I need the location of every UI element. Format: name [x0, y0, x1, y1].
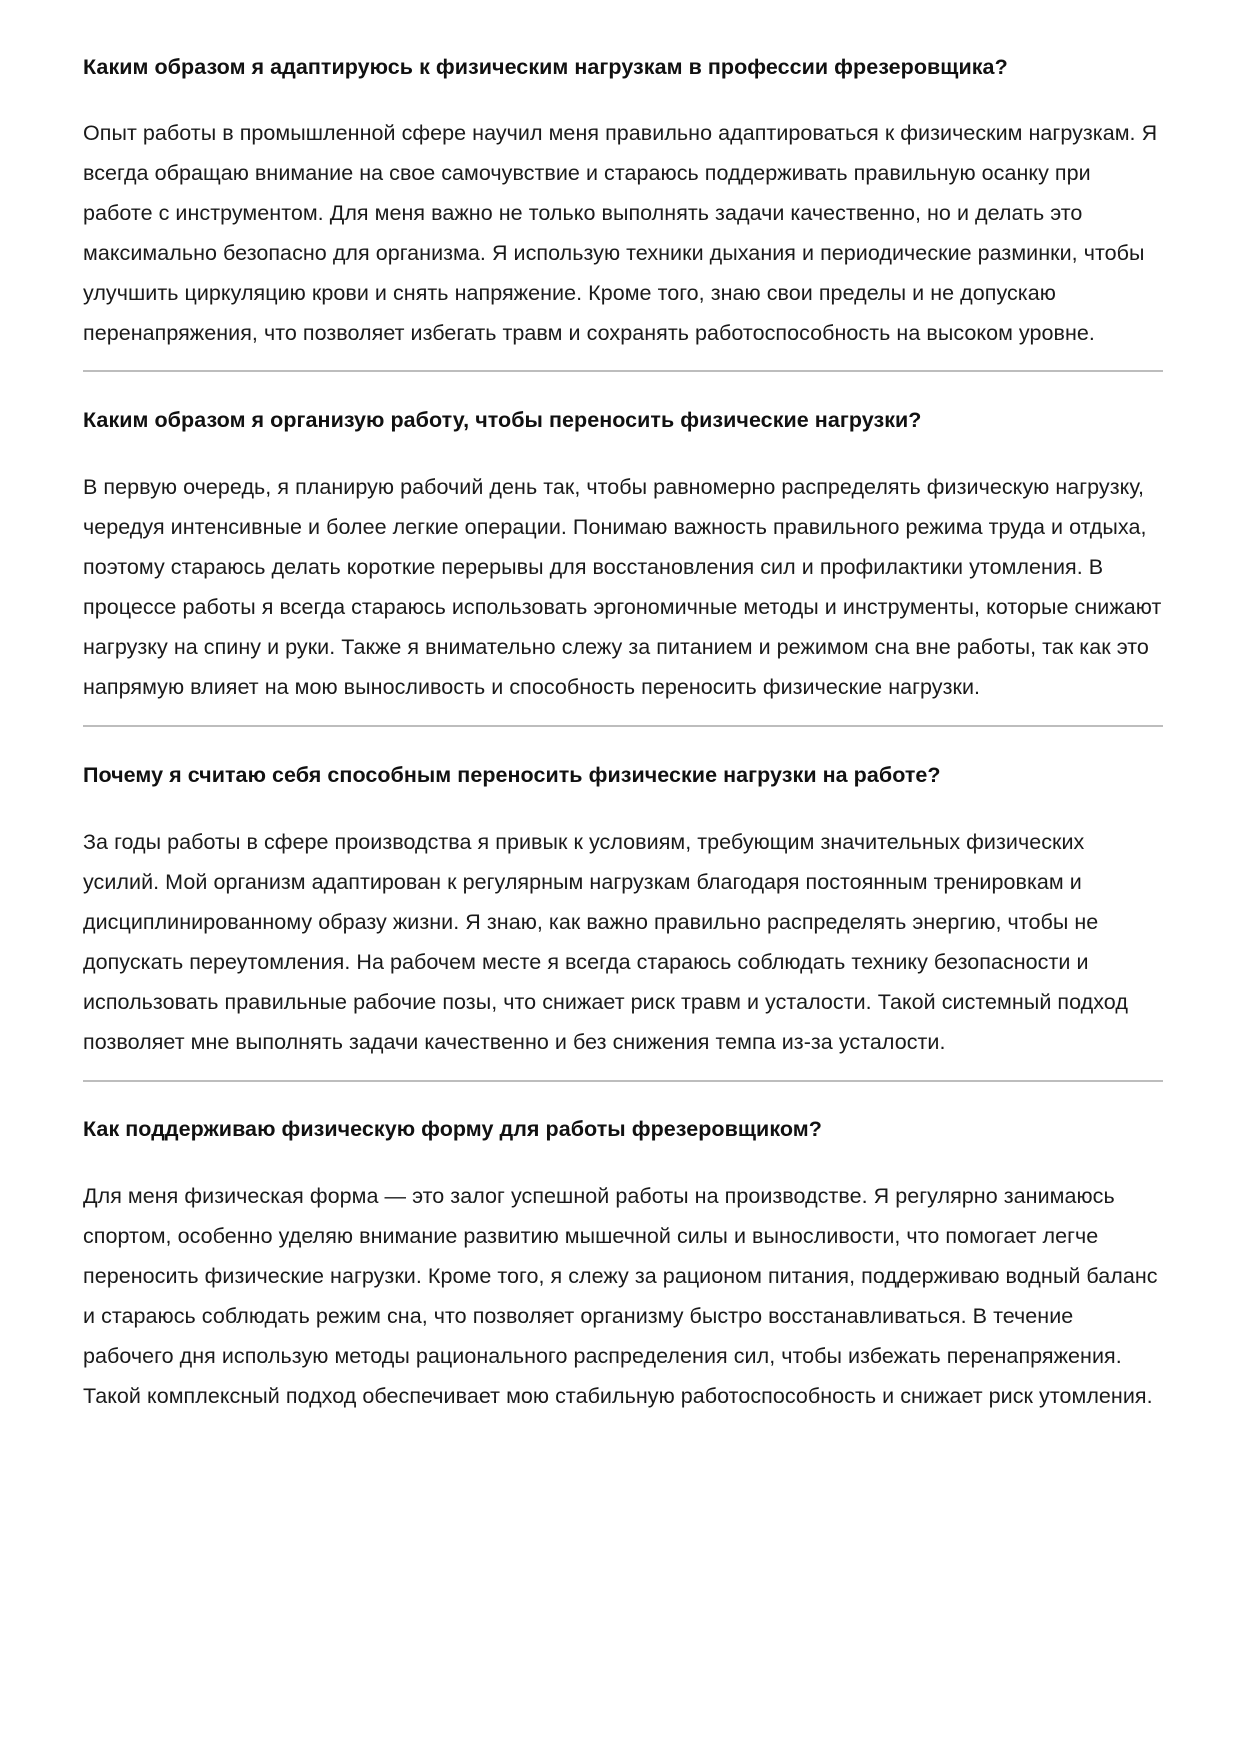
section-divider [83, 1080, 1163, 1082]
section-divider [83, 370, 1163, 372]
section-answer: Для меня физическая форма — это залог успешной работы на производстве. Я регулярно занимаюсь спортом, особенно уделяю внимание развитию мышечной силы и выносливости, что помогает легче переносить физические нагрузки. Кроме того, я слежу за рационом питания, поддерживаю водный баланс и стараюсь соблюдать режим сна, что позволяет организму быстро восстанавливаться. В течение рабочего дня использую методы рационального распределения сил, чтобы избежать перенапряжения. Такой комплексный подход обеспечивает мою стабильную работоспособность и снижает риск утомления. [83, 1184, 1158, 1408]
document-page [83, 52, 1163, 1416]
qa-section [83, 1114, 1163, 1416]
qa-section [83, 760, 1163, 1062]
section-question: Каким образом я организую работу, чтобы переносить физические нагрузки? [83, 408, 922, 432]
qa-section [83, 405, 1163, 707]
section-question: Почему я считаю себя способным переносить физические нагрузки на работе? [83, 763, 941, 787]
section-answer: Опыт работы в промышленной сфере научил меня правильно адаптироваться к физическим нагрузкам. Я всегда обращаю внимание на свое самочувствие и стараюсь поддерживать правильную осанку при работе с инструментом. Для меня важно не только выполнять задачи качественно, но и делать это максимально безопасно для организма. Я использую техники дыхания и периодические разминки, чтобы улучшить циркуляцию крови и снять напряжение. Кроме того, знаю свои пределы и не допускаю перенапряжения, что позволяет избегать травм и сохранять работоспособность на высоком уровне. [83, 121, 1158, 345]
qa-section [83, 52, 1163, 353]
section-answer: За годы работы в сфере производства я привык к условиям, требующим значительных физических усилий. Мой организм адаптирован к регулярным нагрузкам благодаря постоянным тренировкам и дисциплинированному образу жизни. Я знаю, как важно правильно распределять энергию, чтобы не допускать переутомления. На рабочем месте я всегда стараюсь соблюдать технику безопасности и использовать правильные рабочие позы, что снижает риск травм и усталости. Такой системный подход позволяет мне выполнять задачи качественно и без снижения темпа из-за усталости. [83, 830, 1128, 1054]
section-divider [83, 725, 1163, 727]
section-answer: В первую очередь, я планирую рабочий день так, чтобы равномерно распределять физическую нагрузку, чередуя интенсивные и более легкие операции. Понимаю важность правильного режима труда и отдыха, поэтому стараюсь делать короткие перерывы для восстановления сил и профилактики утомления. В процессе работы я всегда стараюсь использовать эргономичные методы и инструменты, которые снижают нагрузку на спину и руки. Также я внимательно слежу за питанием и режимом сна вне работы, так как это напрямую влияет на мою выносливость и способность переносить физические нагрузки. [83, 475, 1162, 699]
section-question: Каким образом я адаптируюсь к физическим нагрузкам в профессии фрезеровщика? [83, 55, 1008, 79]
section-question: Как поддерживаю физическую форму для работы фрезеровщиком? [83, 1117, 822, 1141]
